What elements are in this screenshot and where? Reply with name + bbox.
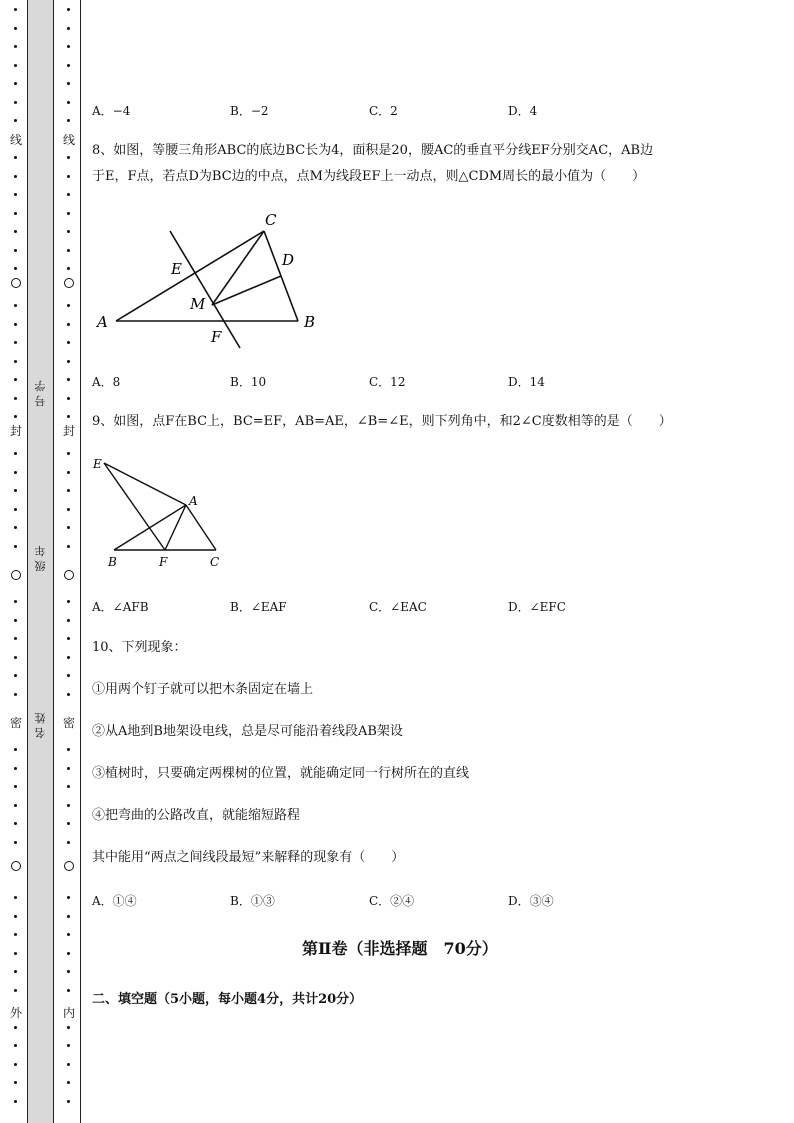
q8-options [92, 373, 692, 393]
margin-dot [67, 378, 70, 381]
margin-line-right [53, 0, 54, 1123]
margin-dot [67, 27, 70, 30]
margin-dot [14, 785, 17, 788]
margin-dot [14, 508, 17, 511]
binding-margin [0, 0, 82, 1123]
margin-dot [14, 360, 17, 363]
margin-dot-column-left [9, 0, 23, 1123]
q8-label-f: F [211, 328, 222, 346]
q9-figure [92, 450, 232, 575]
margin-dot [14, 1044, 17, 1047]
margin-word-mi-right: 密 [62, 716, 75, 730]
margin-word-feng-left: 封 [9, 424, 22, 438]
margin-dot [14, 989, 17, 992]
margin-dot [14, 637, 17, 640]
q9-option-b: B．∠EAF [230, 600, 287, 614]
q7-option-c: C．2 [369, 104, 398, 118]
margin-circle [11, 861, 21, 871]
q8-label-b: B [304, 313, 316, 331]
margin-dot [14, 27, 17, 30]
margin-dot [67, 656, 70, 659]
q8-label-d: D [282, 251, 295, 269]
margin-field-grade: 级年 [34, 544, 46, 572]
margin-dot [14, 1026, 17, 1029]
margin-dot [14, 8, 17, 11]
margin-dot [14, 545, 17, 548]
margin-dot [67, 8, 70, 11]
q8-label-a: A [97, 313, 108, 331]
margin-dot [14, 804, 17, 807]
q8-text-line2: 于E，F点，若点D为BC边的中点，点M为线段EF上一动点，则△CDM周长的最小值为（ ） [92, 169, 646, 184]
q9-options [92, 598, 692, 618]
margin-field-student-number: 号学 [34, 379, 46, 407]
margin-dot [14, 767, 17, 770]
margin-dot [14, 341, 17, 344]
margin-dot [67, 1081, 70, 1084]
margin-dot [14, 970, 17, 973]
margin-circle [11, 278, 21, 288]
margin-dot [14, 933, 17, 936]
margin-dot [67, 970, 70, 973]
margin-circle [64, 278, 74, 288]
margin-dot-column-right [62, 0, 76, 1123]
q9-label-e: E [93, 457, 102, 471]
margin-dot [67, 822, 70, 825]
margin-dot [67, 64, 70, 67]
q8-figure [92, 205, 332, 355]
margin-word-mi-left: 密 [9, 716, 22, 730]
q9-text: 9、如图，点F在BC上，BC=EF，AB=AE，∠B=∠E，则下列角中，和2∠C度数相等的是（ ） [92, 414, 672, 429]
margin-dot [67, 415, 70, 418]
margin-dot [67, 212, 70, 215]
margin-dot [14, 45, 17, 48]
margin-dot [67, 619, 70, 622]
margin-dot [67, 693, 70, 696]
margin-dot [14, 526, 17, 529]
margin-dot [14, 915, 17, 918]
margin-dot [14, 101, 17, 104]
margin-dot [14, 471, 17, 474]
margin-dot [14, 693, 17, 696]
margin-dot [14, 1063, 17, 1066]
margin-dot [14, 415, 17, 418]
margin-dot [14, 193, 17, 196]
q10-item-3: ③植树时，只要确定两棵树的位置，就能确定同一行树所在的直线 [92, 766, 470, 781]
q9-label-b: B [108, 555, 117, 569]
margin-dot [67, 82, 70, 85]
q10-option-d: D．③④ [508, 894, 554, 908]
margin-dot [14, 267, 17, 270]
margin-dot [14, 304, 17, 307]
q10-option-a: A．①④ [92, 894, 137, 908]
margin-field-name: 名姓 [34, 711, 46, 739]
margin-dot [67, 933, 70, 936]
margin-dot [14, 156, 17, 159]
margin-word-wai: 外 [9, 1006, 22, 1020]
q8-option-a: A．8 [92, 375, 121, 389]
margin-dot [14, 452, 17, 455]
margin-dot [67, 896, 70, 899]
margin-dot [67, 452, 70, 455]
margin-line-outer [80, 0, 81, 1123]
margin-dot [67, 249, 70, 252]
q7-options [92, 102, 692, 122]
margin-dot [14, 952, 17, 955]
margin-dot [67, 748, 70, 751]
q8-option-c: C．12 [369, 375, 406, 389]
margin-dot [14, 822, 17, 825]
q8-label-m: M [190, 295, 206, 313]
q8-label-e: E [171, 260, 182, 278]
margin-dot [67, 304, 70, 307]
margin-dot [67, 545, 70, 548]
q7-option-a: A．−4 [92, 104, 131, 118]
margin-dot [14, 212, 17, 215]
margin-dot [14, 64, 17, 67]
margin-dot [67, 323, 70, 326]
q10-item-2: ②从A地到B地架设电线，总是尽可能沿着线段AB架设 [92, 724, 403, 739]
q9-label-a: A [189, 494, 198, 508]
margin-dot [67, 175, 70, 178]
margin-dot [67, 1100, 70, 1103]
margin-dot [67, 471, 70, 474]
margin-dot [67, 156, 70, 159]
q9-option-d: D．∠EFC [508, 600, 566, 614]
margin-dot [67, 508, 70, 511]
q8-option-d: D．14 [508, 375, 545, 389]
margin-dot [67, 397, 70, 400]
subsection-title: 二、填空题（5小题，每小题4分，共计20分） [92, 992, 363, 1007]
q10-option-b: B．①③ [230, 894, 275, 908]
q9-label-c: C [210, 555, 220, 569]
margin-dot [14, 230, 17, 233]
margin-dot [67, 674, 70, 677]
q7-option-b: B．−2 [230, 104, 269, 118]
q10-option-c: C．②④ [369, 894, 415, 908]
q10-text: 10、下列现象： [92, 640, 187, 655]
section-title: 第Ⅱ卷（非选择题 70分） [302, 939, 498, 958]
q9-option-c: C．∠EAC [369, 600, 427, 614]
margin-dot [67, 915, 70, 918]
margin-dot [14, 600, 17, 603]
margin-dot [14, 119, 17, 122]
margin-dot [14, 249, 17, 252]
margin-dot [67, 1063, 70, 1066]
margin-circle [64, 570, 74, 580]
margin-dot [14, 841, 17, 844]
margin-dot [67, 489, 70, 492]
margin-dot [14, 748, 17, 751]
margin-dot [14, 1081, 17, 1084]
q10-item-1: ①用两个钉子就可以把木条固定在墙上 [92, 682, 314, 697]
margin-word-xian-right: 线 [62, 133, 75, 147]
margin-dot [67, 45, 70, 48]
margin-dot [67, 637, 70, 640]
margin-dot [14, 619, 17, 622]
exam-content [92, 0, 772, 1123]
margin-circle [64, 861, 74, 871]
margin-dot [67, 193, 70, 196]
margin-dot [14, 378, 17, 381]
margin-dot [67, 230, 70, 233]
margin-dot [14, 1100, 17, 1103]
margin-dot [14, 656, 17, 659]
margin-dot [67, 785, 70, 788]
margin-dot [67, 119, 70, 122]
q7-option-d: D．4 [508, 104, 538, 118]
q10-options [92, 892, 692, 912]
margin-word-feng-right: 封 [62, 424, 75, 438]
q9-option-a: A．∠AFB [92, 600, 149, 614]
q10-item-4: ④把弯曲的公路改直，就能缩短路程 [92, 808, 301, 823]
margin-dot [67, 952, 70, 955]
q8-option-b: B．10 [230, 375, 267, 389]
margin-dot [67, 267, 70, 270]
margin-word-xian-left: 线 [9, 133, 22, 147]
margin-dot [14, 896, 17, 899]
margin-dot [14, 489, 17, 492]
margin-dot [14, 397, 17, 400]
margin-dot [14, 323, 17, 326]
margin-dot [14, 175, 17, 178]
margin-dot [14, 82, 17, 85]
margin-circle [11, 570, 21, 580]
margin-dot [14, 674, 17, 677]
margin-dot [67, 360, 70, 363]
q9-label-f: F [159, 555, 168, 569]
margin-dot [67, 600, 70, 603]
margin-dot [67, 841, 70, 844]
margin-dot [67, 804, 70, 807]
margin-dot [67, 767, 70, 770]
q10-question: 其中能用“两点之间线段最短”来解释的现象有（ ） [92, 850, 405, 865]
margin-dot [67, 1026, 70, 1029]
margin-word-nei: 内 [62, 1006, 75, 1020]
margin-line-left [27, 0, 28, 1123]
margin-dot [67, 1044, 70, 1047]
margin-dot [67, 101, 70, 104]
margin-dot [67, 341, 70, 344]
q8-label-c: C [265, 211, 277, 229]
margin-dot [67, 989, 70, 992]
margin-dot [67, 526, 70, 529]
q8-text-line1: 8、如图，等腰三角形ABC的底边BC长为4，面积是20，腰AC的垂直平分线EF分别交AC，AB边 [92, 143, 654, 158]
